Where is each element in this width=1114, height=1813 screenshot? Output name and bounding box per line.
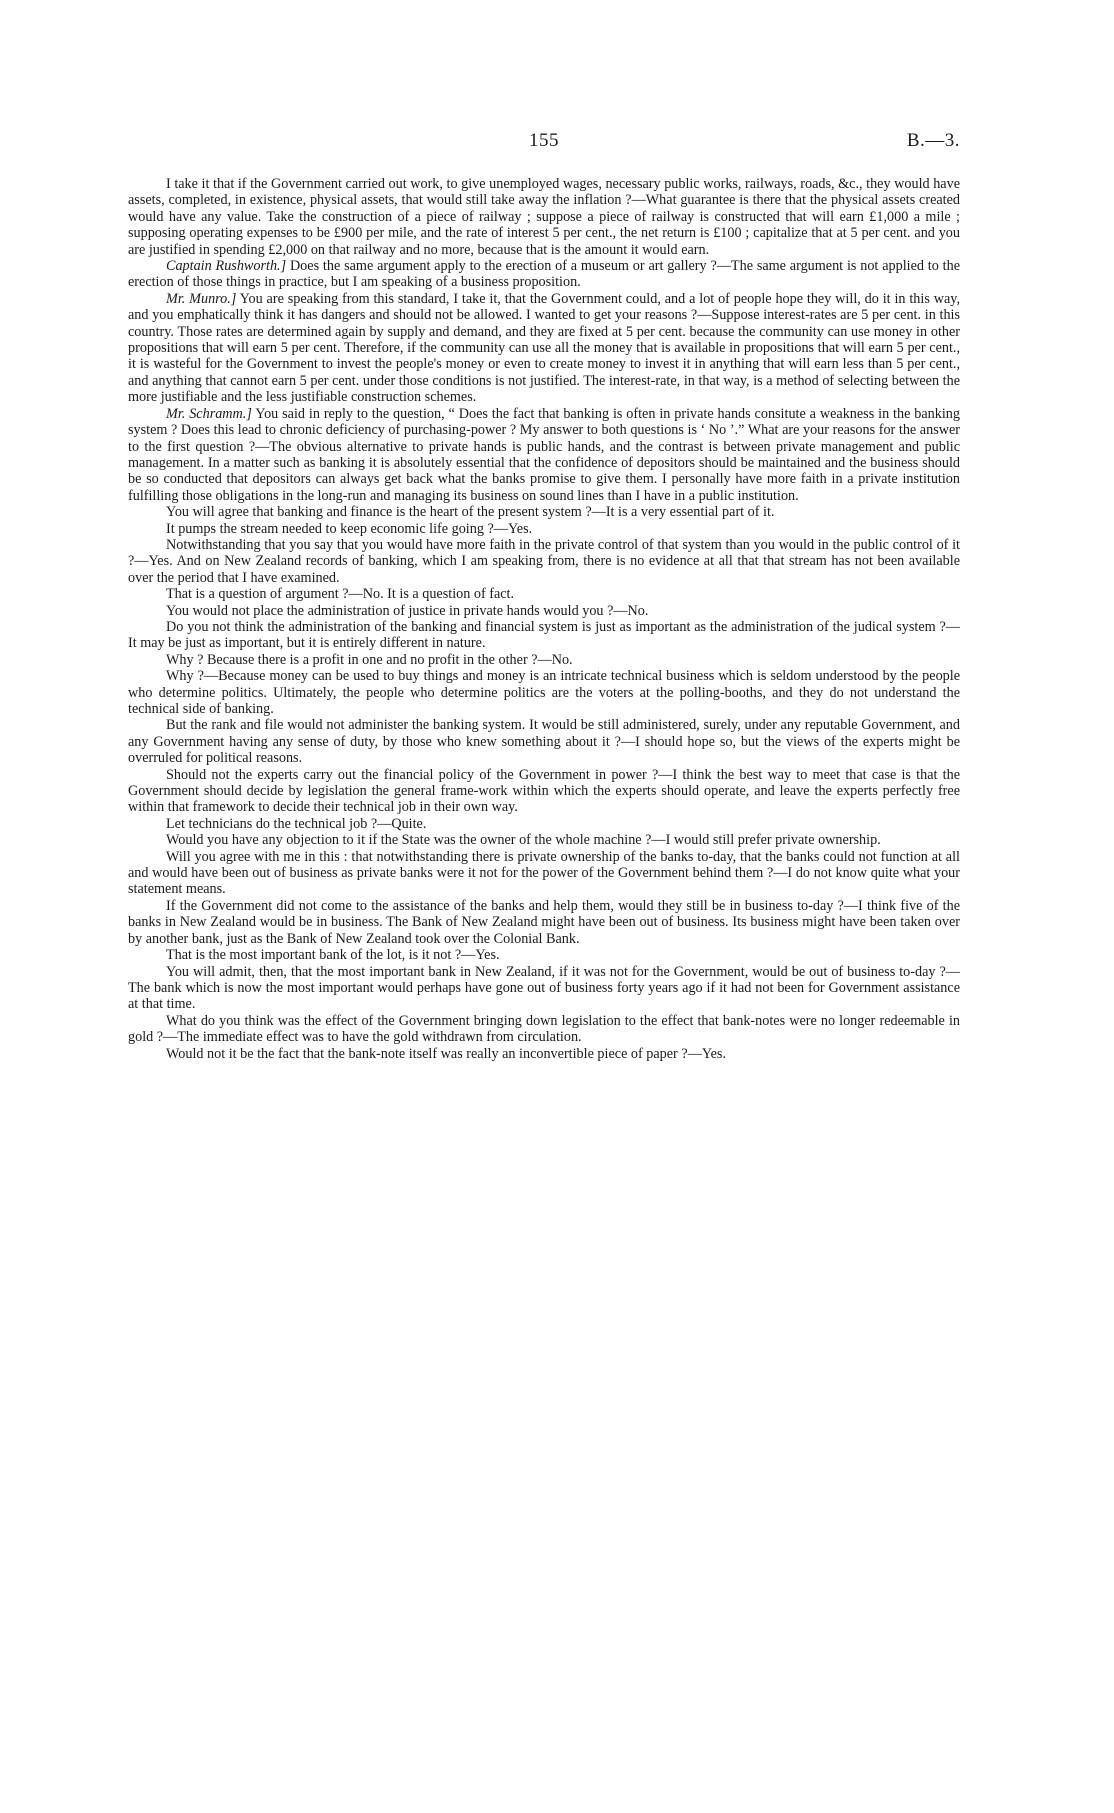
paragraph — [128, 521, 960, 537]
paragraph — [128, 603, 960, 619]
paragraph-text: I take it that if the Government carried out work, to give unemployed wages, necessary public works, railways, roads, &c., they would have assets, completed, in existence, physical assets, that would still take away the inflation ?—What guarantee is there that the physical assets created would have any value. Take the construction of a piece of railway ; suppose a piece of railway is constructed that will earn £1,000 a mile ; supposing operating expenses to be £900 per mile, and the rate of interest 5 per cent., the net return is £100 ; capitalize that at 5 per cent. and you are justified in spending £2,000 on that railway and no more, because that is the amount it would earn. — [128, 176, 960, 258]
paragraph — [128, 504, 960, 520]
paragraph-text: You are speaking from this standard, I take it, that the Government could, and a lot of people hope they will, do it in this way, and you emphatically think it has dangers and should not be allowed. I wanted to get your reasons ?—Suppose interest-rates are 5 per cent. in this country. Those rates are determined again by supply and demand, and they are fixed at 5 per cent. because the community can use money in other propositions that will earn 5 per cent. Therefore, if the community can use all the money that is available in propositions that will earn 5 per cent., it is wasteful for the Government to invest the people's money or even to create money to invest it in anything that will earn less than 5 per cent., and anything that cannot earn 5 per cent. under those conditions is not justified. The interest-rate, in that way, is a method of selecting between the more justifiable and the less justifiable construction schemes. — [128, 290, 960, 406]
paragraph-text: You will agree that banking and finance is the heart of the present system ?—It is a very essential part of it. — [166, 504, 775, 521]
paragraph-text: It pumps the stream needed to keep economic life going ?—Yes. — [166, 520, 533, 537]
page-header — [128, 130, 960, 154]
paragraph-text: What do you think was the effect of the Government bringing down legislation to the effect that bank-notes were no longer redeemable in gold ?—The immediate effect was to have the gold withdrawn from circulation. — [128, 1012, 960, 1046]
paragraph — [128, 717, 960, 766]
paragraph-text: Would you have any objection to it if the State was the owner of the whole machine ?—I would still prefer private ownership. — [166, 832, 881, 849]
paragraph-text: Do you not think the administration of the banking and financial system is just as important as the administration of the judical system ?—It may be just as important, but it is entirely different in nature. — [128, 618, 960, 652]
paragraph — [128, 668, 960, 717]
speaker-name: Captain Rushworth.] — [166, 258, 287, 275]
speaker-name: Mr. Munro.] — [166, 290, 237, 307]
paragraph — [128, 1046, 960, 1062]
paragraph — [128, 849, 960, 898]
paragraph — [128, 291, 960, 406]
paragraph-text: Why ?—Because money can be used to buy things and money is an intricate technical business which is seldom understood by the people who determine politics. Ultimately, the people who determine politics are the voters at the polling-booths, and they do not understand the technical side of banking. — [128, 668, 960, 717]
paragraph — [128, 652, 960, 668]
paragraph — [128, 816, 960, 832]
page-number: 155 — [529, 130, 559, 151]
paragraph — [128, 832, 960, 848]
document-code: B.—3. — [906, 130, 960, 151]
paragraph — [128, 406, 960, 504]
speaker-name: Mr. Schramm.] — [166, 405, 252, 422]
paragraph — [128, 619, 960, 652]
paragraph — [128, 537, 960, 586]
paragraph-text: Would not it be the fact that the bank-note itself was really an inconvertible piece of paper ?—Yes. — [166, 1045, 727, 1062]
paragraph-text: Does the same argument apply to the erection of a museum or art gallery ?—The same argument is not applied to the erection of those things in practice, but I am speaking of a business proposition. — [128, 258, 960, 291]
paragraph — [128, 176, 960, 258]
paragraph-text: But the rank and file would not administer the banking system. It would be still administered, surely, under any reputable Government, and any Government having any sense of duty, by those who knew something about it ?—I should hope so, but the views of the experts might be overruled for political reasons. — [128, 717, 960, 767]
paragraph — [128, 1013, 960, 1046]
body-text — [128, 176, 960, 1062]
paragraph-text: Will you agree with me in this : that notwithstanding there is private ownership of the banks to-day, that the banks could not function at all and would have been out of business as private banks were it not for the power of the Government behind them ?—I do not know quite what your statement means. — [128, 848, 960, 898]
paragraph — [128, 586, 960, 602]
paragraph-text: You would not place the administration of justice in private hands would you ?—No. — [166, 602, 649, 619]
paragraph — [128, 947, 960, 963]
paragraph-text: Should not the experts carry out the financial policy of the Government in power ?—I think the best way to meet that case is that the Government should decide by legislation the general frame-work within which the experts should operate, and leave the experts perfectly free within that framework to decide their technical job in their own way. — [128, 766, 960, 816]
paragraph-text: If the Government did not come to the assistance of the banks and help them, would they still be in business to-day ?—I think five of the banks in New Zealand would be in business. The Bank of New Zealand might have been out of business. Its business might have been taken over by another bank, just as the Bank of New Zealand took over the Colonial Bank. — [128, 897, 960, 947]
paragraph — [128, 258, 960, 291]
paragraph-text: Let technicians do the technical job ?—Quite. — [166, 815, 427, 832]
paragraph-text: You will admit, then, that the most important bank in New Zealand, if it was not for the Government, would be out of business to-day ?—The bank which is now the most important would perhaps have gone out of business forty years ago if it had not been for Government assistance at that time. — [128, 963, 960, 1013]
paragraph-text: Notwithstanding that you say that you would have more faith in the private control of that system than you would in the public control of it ?—Yes. And on New Zealand records of banking, which I am speaking from, there is no evidence at all that that stream has not been available over the period that I have examined. — [128, 536, 960, 586]
paragraph-text: You said in reply to the question, “ Does the fact that banking is often in private hands consitute a weakness in the banking system ? Does this lead to chronic deficiency of purchasing-power ? My answer to both questions is ‘ No ’.” What are your reasons for the answer to the first question ?—The obvious alternative to private hands is public hands, and the contrast is between private management and public management. In a matter such as banking it is absolutely essential that the confidence of depositors should be maintained and the business should be so conducted that depositors can always get back what the banks promise to give them. I personally have more faith in a private institution fulfilling those obligations in the long-run and managing its business on sound lines than I have in a public institution. — [128, 405, 960, 504]
paragraph — [128, 964, 960, 1013]
paragraph-text: That is a question of argument ?—No. It is a question of fact. — [166, 586, 515, 603]
paragraph — [128, 767, 960, 816]
paragraph-text: Why ? Because there is a profit in one and no profit in the other ?—No. — [166, 651, 573, 668]
paragraph — [128, 898, 960, 947]
paragraph-text: That is the most important bank of the lot, is it not ?—Yes. — [166, 947, 500, 964]
